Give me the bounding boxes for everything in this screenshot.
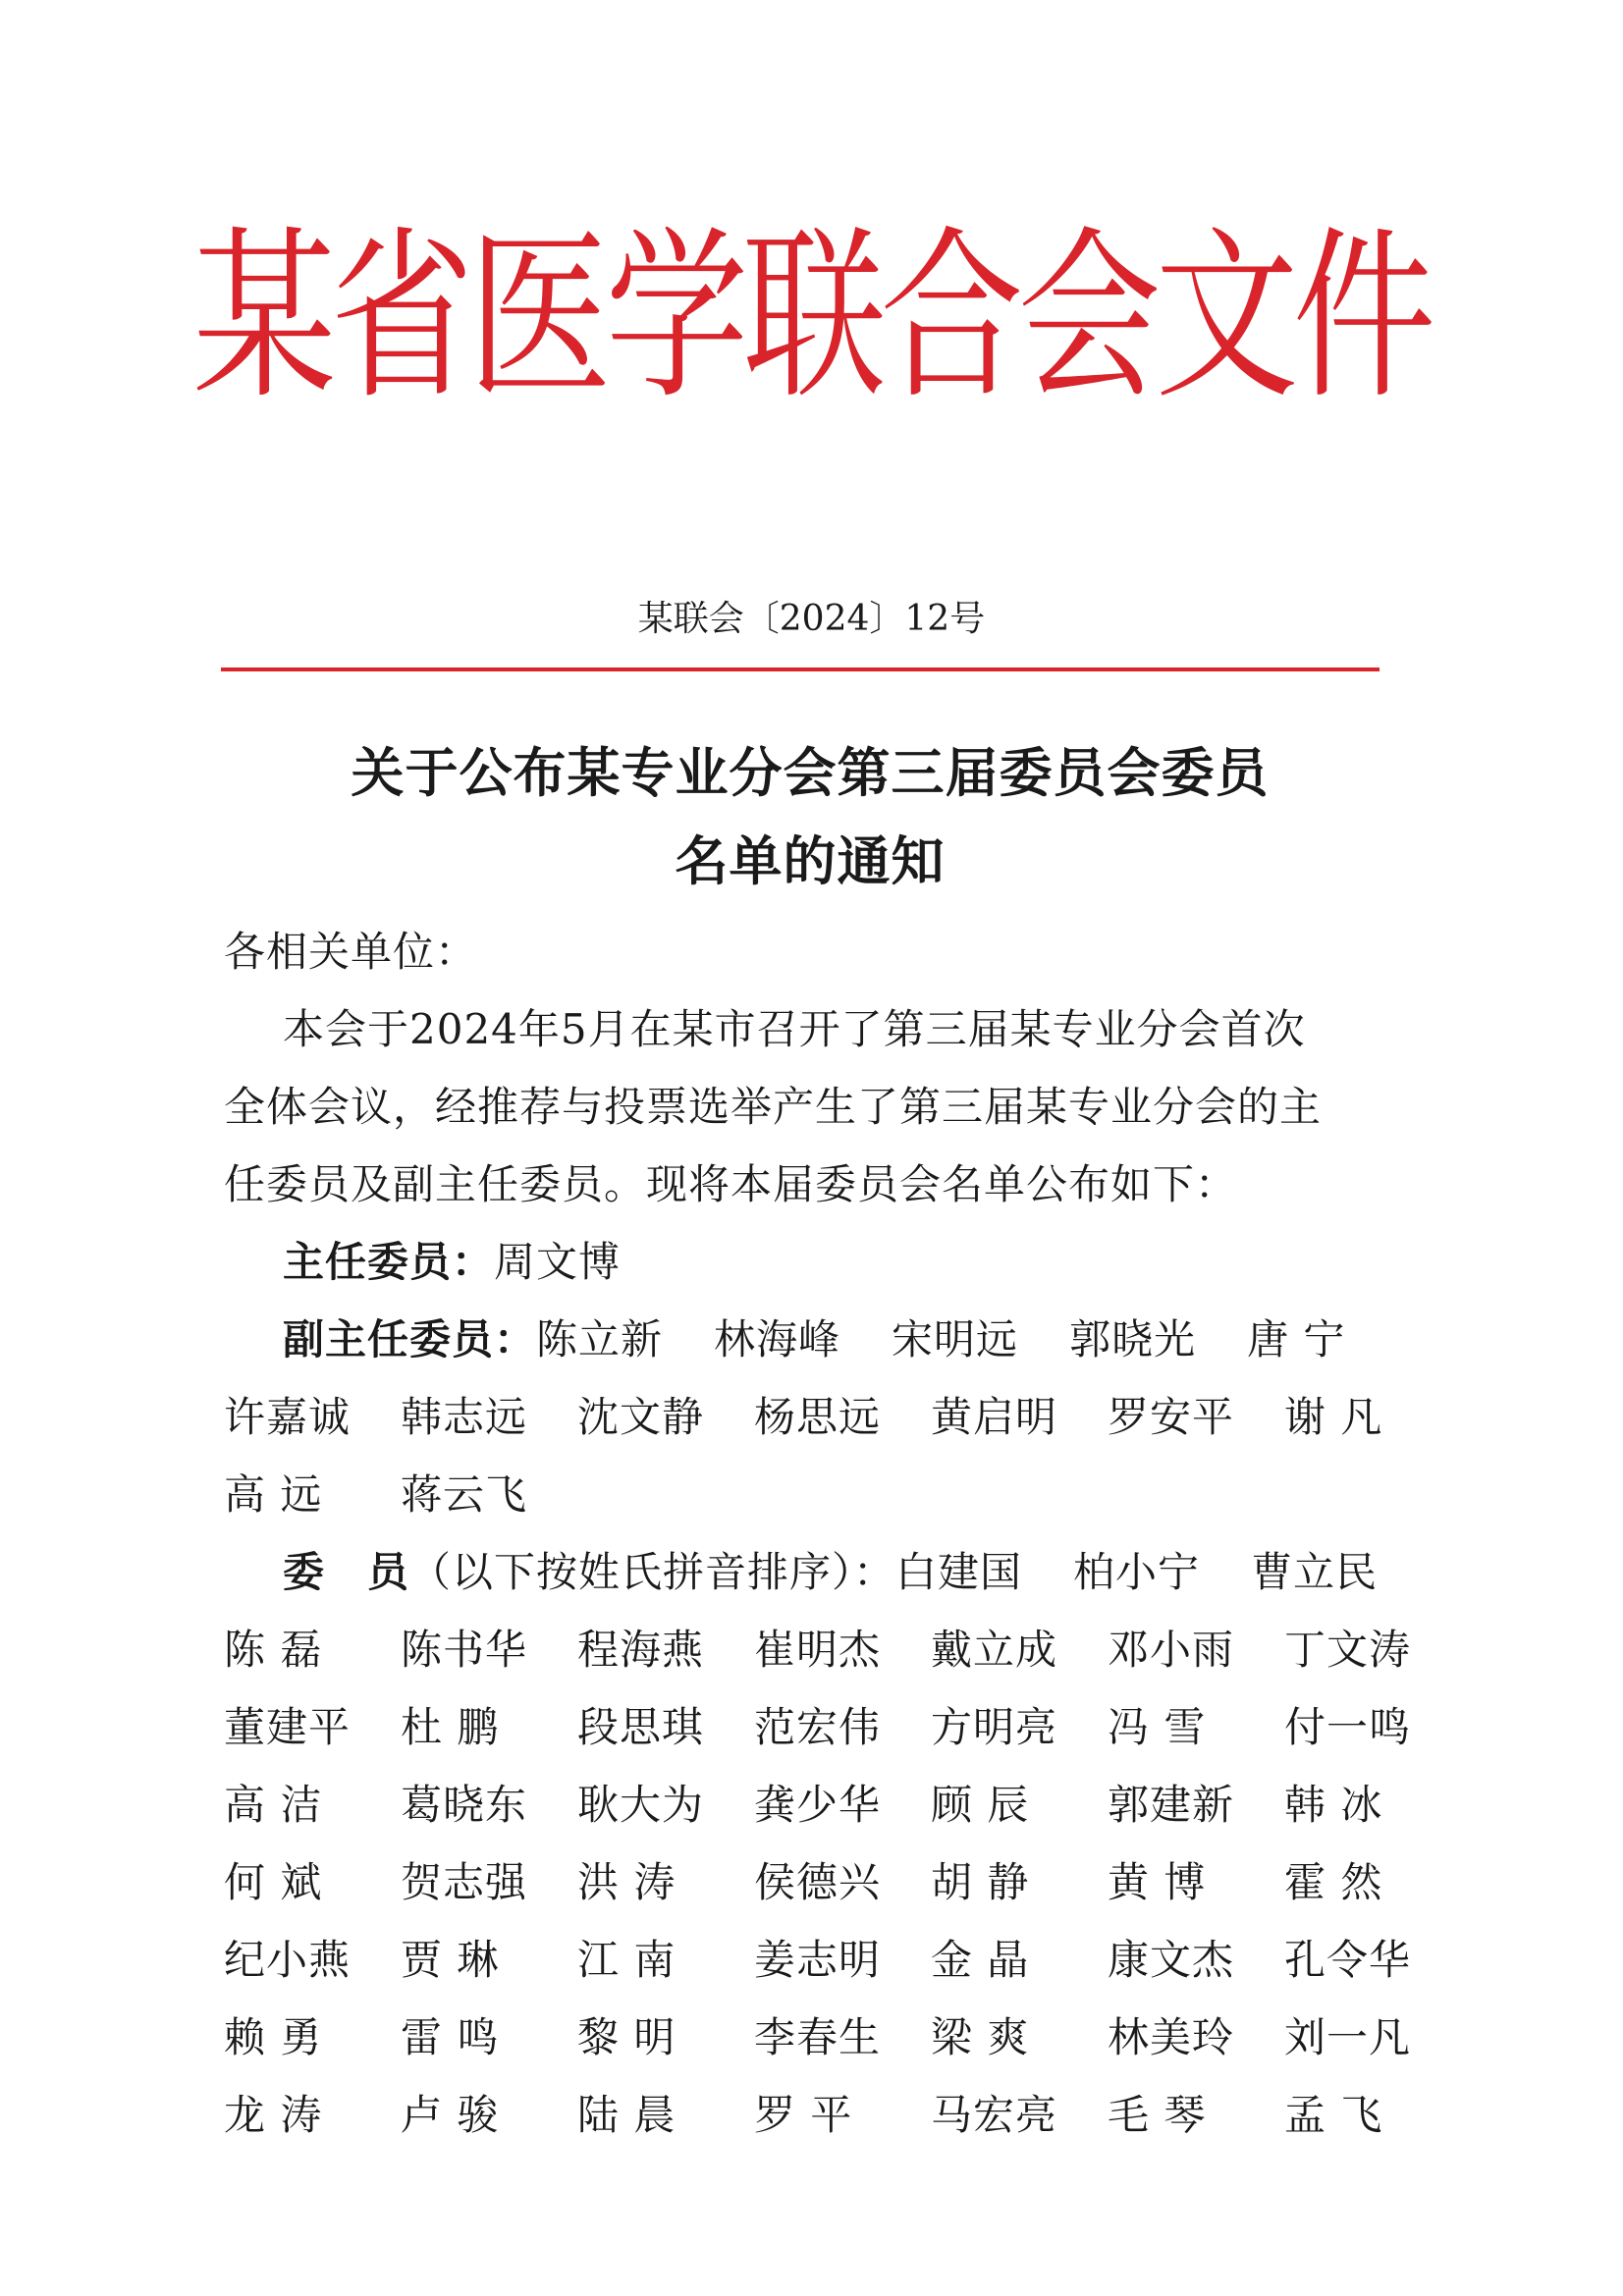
- vice-chair-name: 杨思远: [754, 1393, 882, 1441]
- member-name: 霍 然: [1284, 1858, 1383, 1906]
- member-name: 崔明杰: [754, 1626, 882, 1674]
- member-name: 柏小宁: [1073, 1548, 1201, 1596]
- member-name: 冯 雪: [1108, 1703, 1207, 1751]
- chair-name: 周文博: [494, 1238, 622, 1286]
- vice-chair-name: 宋明远: [892, 1315, 1019, 1363]
- document-number: 某联会〔2024〕12号: [637, 599, 986, 639]
- notice-title-line-1: 关于公布某专业分会第三届委员会委员: [351, 741, 1270, 804]
- member-name: 龚少华: [754, 1781, 882, 1829]
- vice-chair-name: 罗安平: [1108, 1393, 1235, 1441]
- member-name: 贺志强: [401, 1858, 528, 1906]
- vice-chair-name: 韩志远: [401, 1393, 528, 1441]
- member-name: 陈 磊: [224, 1626, 323, 1674]
- red-divider-line: [221, 667, 1380, 671]
- member-name: 梁 爽: [931, 2013, 1030, 2061]
- member-name: 韩 冰: [1284, 1781, 1383, 1829]
- member-name: 顾 辰: [931, 1781, 1030, 1829]
- member-name: 林美玲: [1108, 2013, 1235, 2061]
- member-name: 范宏伟: [754, 1703, 882, 1751]
- member-name: 洪 涛: [577, 1858, 676, 1906]
- member-name: 陈书华: [401, 1626, 528, 1674]
- vice-chair-name-rows: [224, 1378, 1432, 1533]
- vice-chair-row: [224, 1456, 1432, 1533]
- member-name: 李春生: [754, 2013, 882, 2061]
- salutation: 各相关单位：: [224, 928, 478, 976]
- member-row: [224, 1611, 1432, 1688]
- member-name: 段思琪: [577, 1703, 705, 1751]
- member-row: [224, 1999, 1432, 2076]
- member-name: 黄 博: [1108, 1858, 1207, 1906]
- vice-chair-first-line: [224, 1301, 1432, 1378]
- vice-chair-name: 唐 宁: [1247, 1315, 1346, 1363]
- vice-chair-name: 林海峰: [714, 1315, 841, 1363]
- member-name: 雷 鸣: [401, 2013, 500, 2061]
- member-name: 纪小燕: [224, 1936, 352, 1984]
- member-name: 金 晶: [931, 1936, 1030, 1984]
- member-name: 付一鸣: [1284, 1703, 1412, 1751]
- vice-chair-first-names: [536, 1315, 1396, 1363]
- member-name: 黎 明: [577, 2013, 676, 2061]
- vice-chair-name: 谢 凡: [1284, 1393, 1383, 1441]
- intro-line-3: 任委员及副主任委员。现将本届委员会名单公布如下：: [224, 1160, 1238, 1208]
- member-name: 姜志明: [754, 1936, 882, 1984]
- notice-body: [224, 913, 1432, 2154]
- chair-line: [224, 1223, 1432, 1301]
- member-name: 江 南: [577, 1936, 676, 1984]
- member-name: 陆 晨: [577, 2091, 676, 2139]
- vice-chair-name: 陈立新: [536, 1315, 664, 1363]
- member-name: 孔令华: [1284, 1936, 1412, 1984]
- member-name: 丁文涛: [1284, 1626, 1412, 1674]
- notice-title-line-2: 名单的通知: [675, 829, 946, 892]
- member-row: [224, 2076, 1432, 2154]
- member-name: 贾 琳: [401, 1936, 500, 1984]
- member-name: 胡 静: [931, 1858, 1030, 1906]
- vice-chair-label: 副主任委员：: [283, 1315, 537, 1363]
- member-name: 方明亮: [931, 1703, 1058, 1751]
- member-name-rows: [224, 1611, 1432, 2154]
- member-first-names: [895, 1548, 1429, 1596]
- member-name: 戴立成: [931, 1626, 1058, 1674]
- member-name: 孟 飞: [1284, 2091, 1383, 2139]
- chair-label: 主任委员：: [283, 1238, 495, 1286]
- vice-chair-name: 蒋云飞: [401, 1470, 528, 1519]
- member-name: 侯德兴: [754, 1858, 882, 1906]
- member-row: [224, 1843, 1432, 1921]
- member-note: （以下按姓氏拼音排序）：: [409, 1548, 896, 1596]
- member-row: [224, 1688, 1432, 1766]
- intro-line-1: 本会于2024年5月在某市召开了第三届某专业分会首次: [283, 1005, 1306, 1053]
- vice-chair-name: 沈文静: [577, 1393, 705, 1441]
- member-name: 何 斌: [224, 1858, 323, 1906]
- member-name: 董建平: [224, 1703, 352, 1751]
- member-name: 曹立民: [1251, 1548, 1379, 1596]
- document-masthead: 某省医学联合会文件: [192, 210, 1431, 425]
- member-name: 邓小雨: [1108, 1626, 1235, 1674]
- member-name: 马宏亮: [931, 2091, 1058, 2139]
- member-name: 刘一凡: [1284, 2013, 1412, 2061]
- member-name: 耿大为: [577, 1781, 705, 1829]
- member-name: 程海燕: [577, 1626, 705, 1674]
- member-first-line: [224, 1533, 1432, 1611]
- vice-chair-name: 高 远: [224, 1470, 323, 1519]
- member-name: 高 洁: [224, 1781, 323, 1829]
- vice-chair-name: 黄启明: [931, 1393, 1058, 1441]
- vice-chair-name: 郭晓光: [1069, 1315, 1197, 1363]
- member-name: 罗 平: [754, 2091, 853, 2139]
- member-name: 卢 骏: [401, 2091, 500, 2139]
- vice-chair-name: 许嘉诚: [224, 1393, 352, 1441]
- member-row: [224, 1921, 1432, 1999]
- vice-chair-row: [224, 1378, 1432, 1456]
- member-name: 康文杰: [1108, 1936, 1235, 1984]
- member-name: 赖 勇: [224, 2013, 323, 2061]
- notice-title: [177, 728, 1443, 905]
- intro-line-2: 全体会议，经推荐与投票选举产生了第三届某专业分会的主: [224, 1083, 1323, 1131]
- member-name: 葛晓东: [401, 1781, 528, 1829]
- member-name: 郭建新: [1108, 1781, 1235, 1829]
- member-name: 白建国: [895, 1548, 1023, 1596]
- member-name: 龙 涛: [224, 2091, 323, 2139]
- member-name: 杜 鹏: [401, 1703, 500, 1751]
- member-label: 委 员: [283, 1548, 410, 1596]
- member-row: [224, 1766, 1432, 1843]
- member-name: 毛 琴: [1108, 2091, 1207, 2139]
